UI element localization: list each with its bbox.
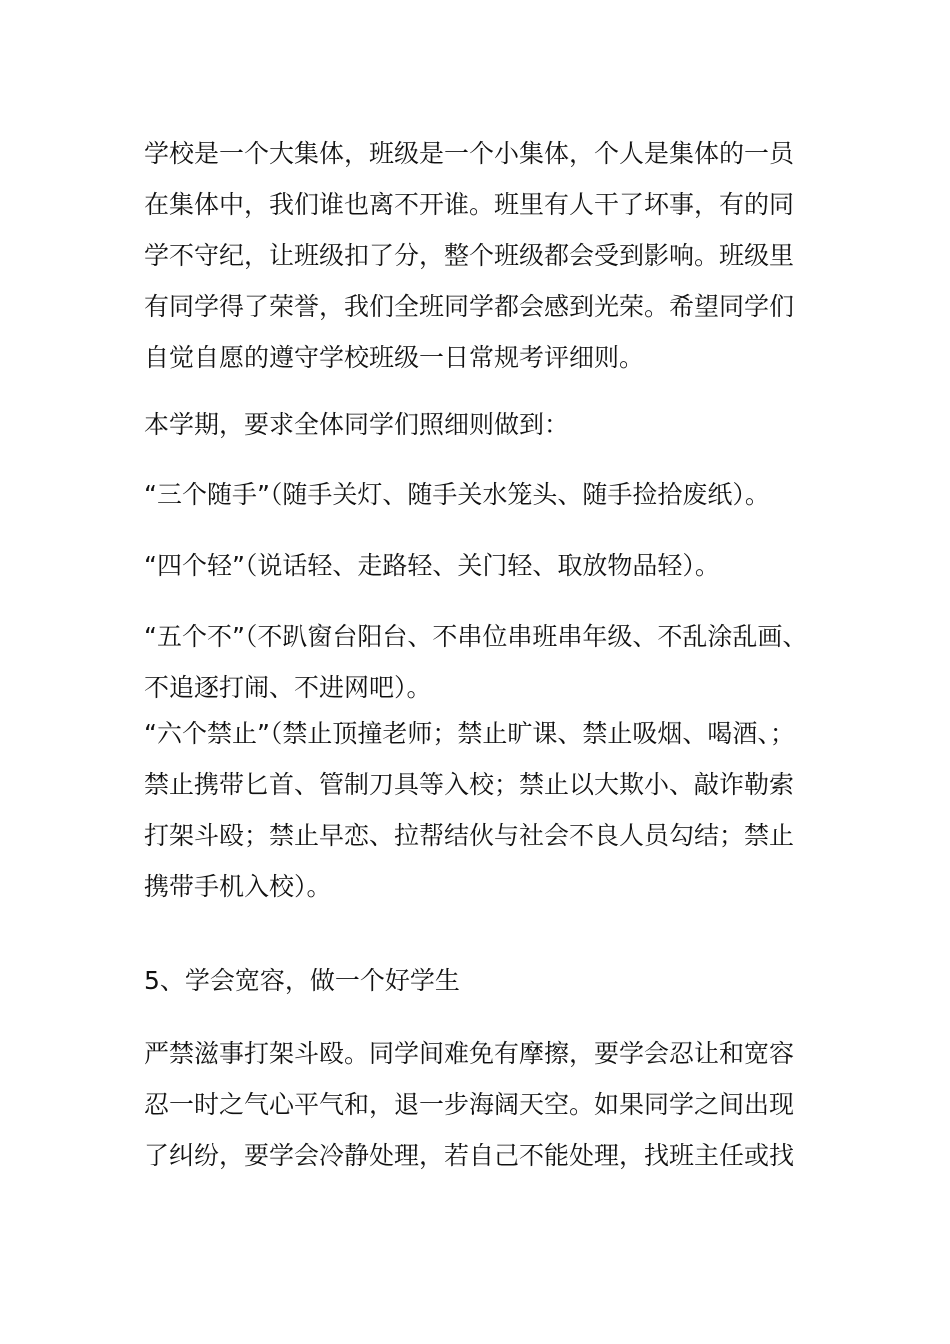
paragraph-line: 自觉自愿的遵守学校班级一日常规考评细则。: [144, 343, 645, 372]
paragraph-line: 禁止携带匕首、管制刀具等入校；禁止以大欺小、敲诈勒索: [144, 770, 795, 799]
paragraph-line: “六个禁止”（禁止顶撞老师；禁止旷课、禁止吸烟、喝酒、；: [144, 719, 795, 748]
paragraph-line: 学不守纪，让班级扣了分，整个班级都会受到影响。班级里: [144, 241, 795, 270]
paragraph-six-prohibitions: [144, 708, 834, 912]
section-heading-tolerance: [144, 955, 834, 1006]
paragraph-four-quiet: [144, 540, 834, 591]
section-heading: 5、学会宽容，做一个好学生: [144, 966, 460, 995]
paragraph-line: 本学期，要求全体同学们照细则做到：: [144, 410, 570, 439]
paragraph-line: 学校是一个大集体，班级是一个小集体，个人是集体的一员: [144, 139, 795, 168]
paragraph-three-at-hand: [144, 469, 834, 520]
paragraph-line: 携带手机入校）。: [144, 872, 332, 901]
paragraph-line: “五个不”（不趴窗台阳台、不串位串班串年级、不乱涂乱画、: [144, 622, 808, 651]
paragraph-semester-requirement: [144, 399, 834, 450]
paragraph-line: 忍一时之气心平气和，退一步海阔天空。如果同学之间出现: [144, 1090, 795, 1119]
paragraph-line: “四个轻”（说话轻、走路轻、关门轻、取放物品轻）。: [144, 551, 720, 580]
paragraph-line: 在集体中，我们谁也离不开谁。班里有人干了坏事，有的同: [144, 190, 795, 219]
paragraph-line: 了纠纷，要学会冷静处理，若自己不能处理，找班主任或找: [144, 1141, 795, 1170]
paragraph-class-collective: [144, 128, 834, 383]
paragraph-tolerance: [144, 1028, 834, 1181]
paragraph-five-dont: [144, 611, 834, 713]
paragraph-line: 打架斗殴；禁止早恋、拉帮结伙与社会不良人员勾结；禁止: [144, 821, 795, 850]
paragraph-line: “三个随手”（随手关灯、随手关水笼头、随手捡拾废纸）。: [144, 480, 770, 509]
paragraph-line: 有同学得了荣誉，我们全班同学都会感到光荣。希望同学们: [144, 292, 795, 321]
paragraph-line: 严禁滋事打架斗殴。同学间难免有摩擦，要学会忍让和宽容: [144, 1039, 795, 1068]
paragraph-line: 不追逐打闹、不进网吧）。: [144, 673, 432, 702]
